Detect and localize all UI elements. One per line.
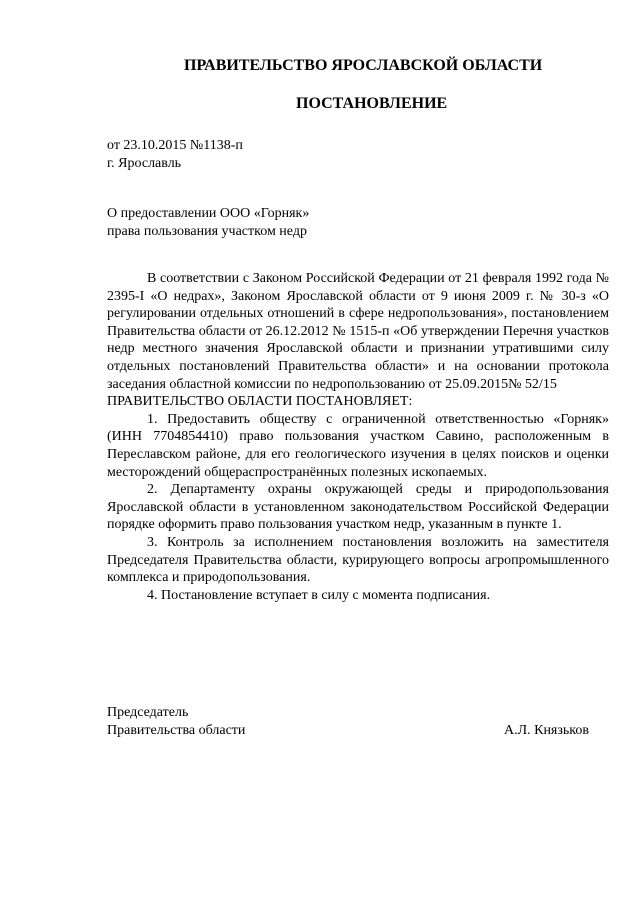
- document-meta: [107, 137, 243, 173]
- decree-item-1: 1. Предоставить обществу с ограниченной ответственностью «Горняк» (ИНН 7704854410) право пользования участком Савино, расположенным в Переславском районе, для его геологического изучения в целях поисков и оценки месторождений общераспространённых полезных ископаемых.: [107, 411, 609, 480]
- signer-name: А.Л. Князьков: [504, 723, 589, 738]
- subject-line-1: О предоставлении ООО «Горняк»: [107, 206, 310, 221]
- document-body: [107, 270, 609, 604]
- document-type-heading: ПОСТАНОВЛЕНИЕ: [296, 95, 448, 112]
- signature-row: [107, 722, 589, 740]
- city: г. Ярославль: [107, 156, 182, 171]
- signer-position-line-1: Председатель: [107, 705, 189, 720]
- government-title: ПРАВИТЕЛЬСТВО ЯРОСЛАВСКОЙ ОБЛАСТИ: [184, 57, 543, 74]
- date-number: от 23.10.2015 №1138-п: [107, 138, 243, 153]
- subject-line-2: права пользования участком недр: [107, 224, 307, 239]
- decree-item-3: 3. Контроль за исполнением постановления возложить на заместителя Председателя Правительства области, курирующего вопросы агропромышленного комплекса и природопользования.: [107, 534, 609, 586]
- document-subject: [107, 205, 309, 241]
- decree-statement: ПРАВИТЕЛЬСТВО ОБЛАСТИ ПОСТАНОВЛЯЕТ:: [107, 394, 413, 410]
- preamble-paragraph: В соответствии с Законом Российской Федерации от 21 февраля 1992 года № 2395-I «О недрах», Законом Ярославской области от 9 июня 2009 г. № 30-з «О регулировании отдельных отношений в сфере недропользования», постановлением Правительства области от 26.12.2012 № 1515-п «Об утверждении Перечня участков недр местного значения Ярославской области и признании утратившими силу отдельных постановлений Правительства области» и на основании протокола заседания областной комиссии по недропользованию от 25.09.2015№ 52/15: [107, 271, 609, 392]
- signature-block: [107, 704, 589, 740]
- signer-position-line-2: Правительства области: [107, 723, 246, 738]
- decree-item-4: 4. Постановление вступает в силу с момента подписания.: [147, 587, 491, 603]
- decree-item-2: 2. Департаменту охраны окружающей среды и природопользования Ярославской области в установленном законодательством Российской Федерации порядке оформить право пользования участком недр, указанным в пункте 1.: [107, 482, 609, 533]
